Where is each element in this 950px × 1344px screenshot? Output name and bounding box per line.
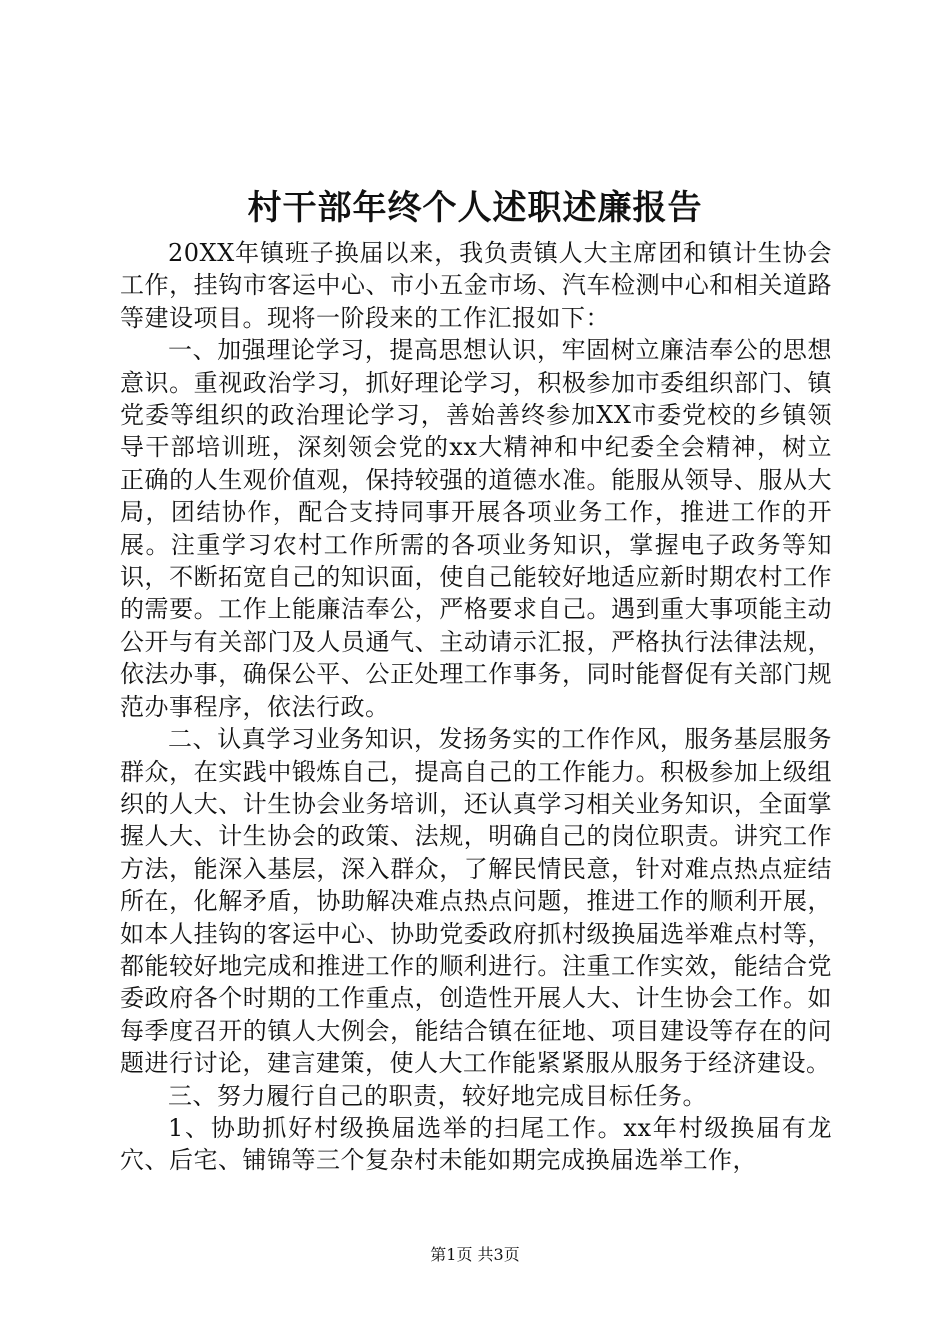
document-body (120, 237, 832, 1177)
document-title: 村干部年终个人述职述廉报告 (247, 188, 703, 228)
paragraph-item-1: 1、协助抓好村级换届选举的扫尾工作。xx年村级换届有龙穴、后宅、铺锦等三个复杂村未能如期完成换届选举工作， (120, 1113, 832, 1175)
paragraph-section-3: 三、努力履行自己的职责，较好地完成目标任务。 (168, 1081, 707, 1110)
page-footer: 第1页 共3页 (430, 1245, 520, 1264)
paragraph-section-1: 一、加强理论学习，提高思想认识，牢固树立廉洁奉公的思想意识。重视政治学习，抓好理论学习，积极参加市委组织部门、镇党委等组织的政治理论学习，善始善终参加XX市委党校的乡镇领导干部培训班，深刻领会党的xx大精神和中纪委全会精神，树立正确的人生观价值观，保持较强的道德水准。能服从领导、服从大局，团结协作，配合支持同事开展各项业务工作，推进工作的开展。注重学习农村工作所需的各项业务知识，掌握电子政务等知识，不断拓宽自己的知识面，使自己能较好地适应新时期农村工作的需要。工作上能廉洁奉公，严格要求自己。遇到重大事项能主动公开与有关部门及人员通气、主动请示汇报，严格执行法律法规，依法办事，确保公平、公正处理工作事务，同时能督促有关部门规范办事程序，依法行政。 (120, 336, 832, 721)
paragraph-intro: 20XX年镇班子换届以来，我负责镇人大主席团和镇计生协会工作，挂钩市客运中心、市小五金市场、汽车检测中心和相关道路等建设项目。现将一阶段来的工作汇报如下： (120, 239, 832, 332)
paragraph-section-2: 二、认真学习业务知识，发扬务实的工作作风，服务基层服务群众，在实践中锻炼自己，提高自己的工作能力。积极参加上级组织的人大、计生协会业务培训，还认真学习相关业务知识，全面掌握人大、计生协会的政策、法规，明确自己的岗位职责。讲究工作方法，能深入基层，深入群众，了解民情民意，针对难点热点症结所在，化解矛盾，协助解决难点热点问题，推进工作的顺利开展，如本人挂钩的客运中心、协助党委政府抓村级换届选举难点村等，都能较好地完成和推进工作的顺利进行。注重工作实效，能结合党委政府各个时期的工作重点，创造性开展人大、计生协会工作。如每季度召开的镇人大例会，能结合镇在征地、项目建设等存在的问题进行讨论，建言建策，使人大工作能紧紧服从服务于经济建设。 (120, 725, 832, 1078)
